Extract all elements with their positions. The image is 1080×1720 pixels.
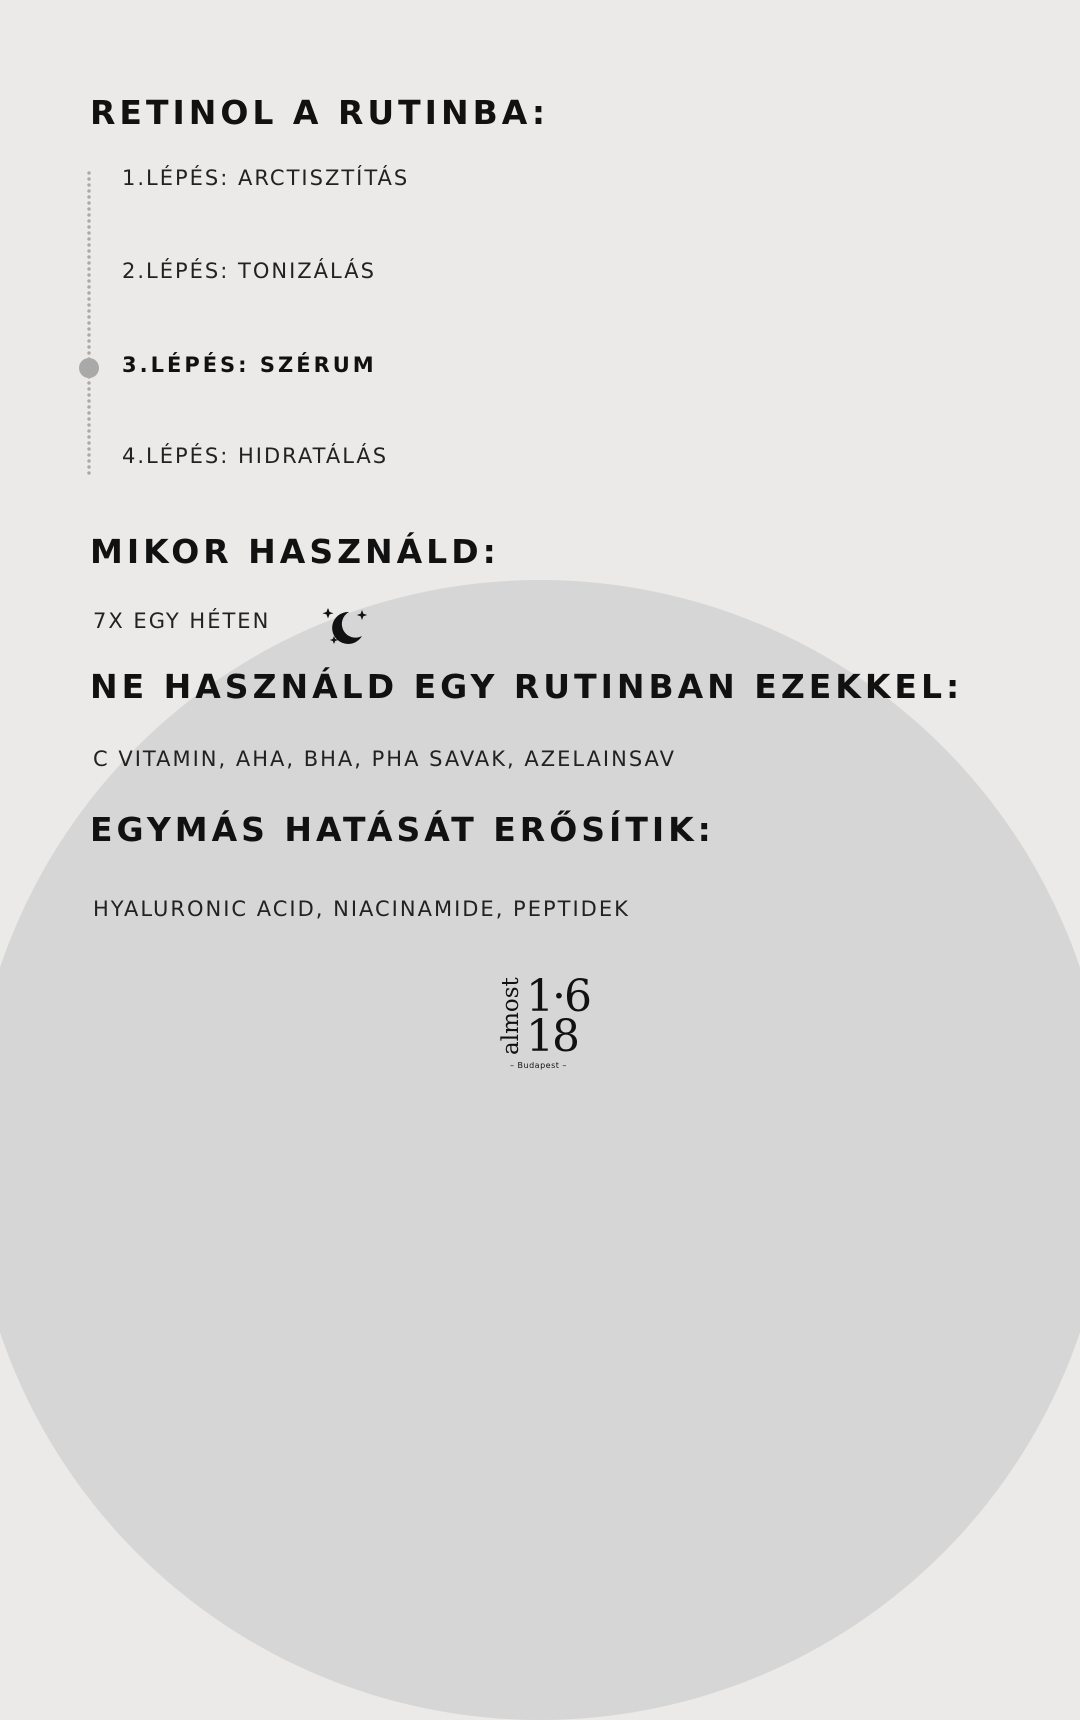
avoid-text: C VITAMIN, AHA, BHA, PHA SAVAK, AZELAINSAV: [93, 747, 676, 771]
brand-logo: [496, 971, 590, 1075]
routine-heading: RETINOL A RUTINBA:: [90, 93, 550, 132]
boost-text: HYALURONIC ACID, NIACINAMIDE, PEPTIDEK: [93, 897, 630, 921]
logo-word: almost: [498, 977, 524, 1055]
step-4: 4.LÉPÉS: HIDRATÁLÁS: [122, 444, 389, 468]
logo-number-top: 1·6: [526, 971, 590, 1022]
boost-heading: EGYMÁS HATÁSÁT ERŐSÍTIK:: [90, 810, 715, 849]
logo-number-bottom: 18: [526, 1011, 578, 1062]
timeline-line: [87, 170, 91, 475]
when-text: 7X EGY HÉTEN: [93, 609, 271, 633]
step-1: 1.LÉPÉS: ARCTISZTÍTÁS: [122, 166, 410, 190]
moon-stars-icon: [318, 603, 370, 647]
timeline-active-dot: [79, 358, 99, 378]
avoid-heading: NE HASZNÁLD EGY RUTINBAN EZEKKEL:: [90, 667, 964, 706]
when-heading: MIKOR HASZNÁLD:: [90, 532, 500, 571]
step-3-active: 3.LÉPÉS: SZÉRUM: [122, 353, 377, 377]
logo-city: – Budapest –: [510, 1061, 567, 1070]
step-2: 2.LÉPÉS: TONIZÁLÁS: [122, 259, 376, 283]
